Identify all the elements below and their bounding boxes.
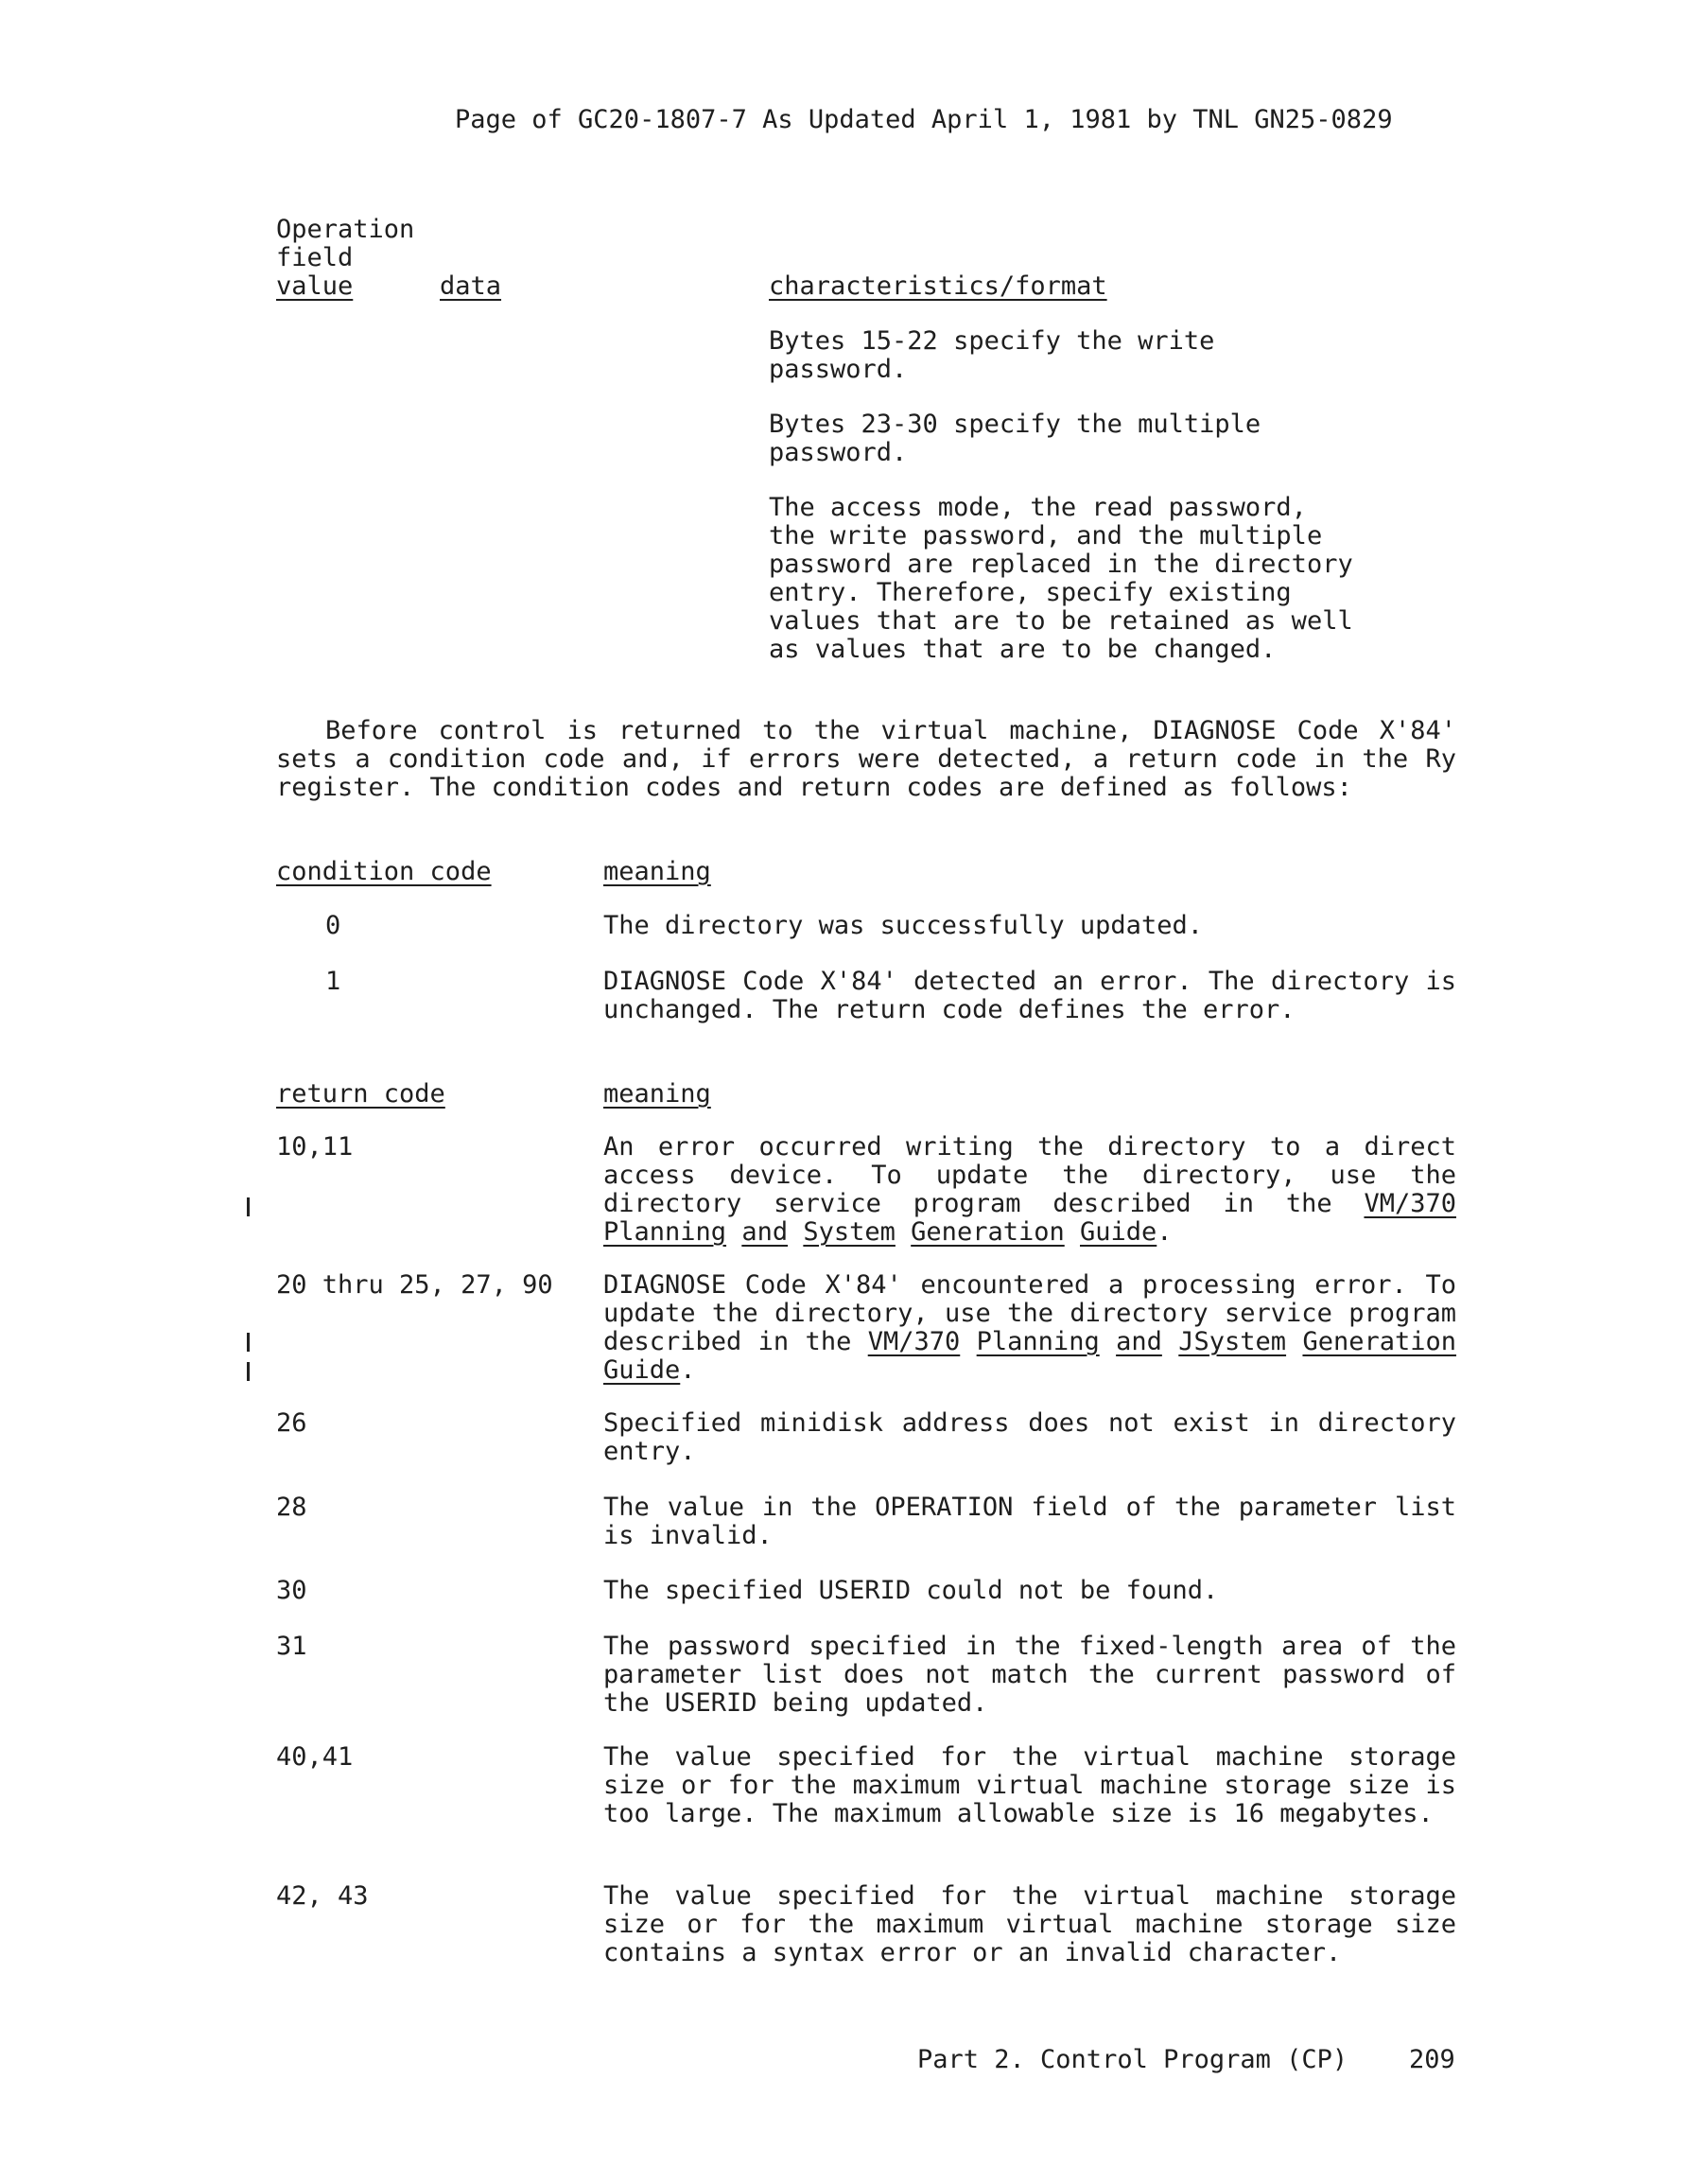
footer-section: Part 2. Control Program (CP) — [917, 2045, 1348, 2074]
return-code-value: 31 — [276, 1632, 307, 1661]
return-code-value: 20 thru 25, 27, 90 — [276, 1270, 553, 1300]
revision-bar — [247, 1333, 250, 1352]
operation-heading-line1: Operation — [276, 215, 415, 244]
return-code-heading: return code — [276, 1079, 445, 1109]
condition-intro-paragraph: Before control is returned to the virtual machine, DIAGNOSE Code X'84' sets a condition code and, if errors were detected, a return code in the Ry register. The condition codes and return codes are defined as follows: — [276, 716, 1456, 802]
reference-title-word: Guide — [1080, 1217, 1157, 1247]
return-code-meaning: The value specified for the virtual machine storage size or for the maximum virtual machine storage size contains a syntax error or an invalid character. — [603, 1881, 1456, 1967]
return-code-value: 26 — [276, 1408, 307, 1438]
reference-title-word: Generation — [911, 1217, 1065, 1247]
page-number: 209 — [1409, 2045, 1455, 2074]
reference-end: . — [1157, 1217, 1173, 1247]
value-column-heading: value — [276, 271, 354, 301]
return-code-meaning — [603, 1133, 1456, 1247]
condition-meaning-heading: meaning — [603, 857, 711, 886]
page-header: Page of GC20-1807-7 As Updated April 1, 1981 by TNL GN25-0829 — [455, 105, 1393, 134]
write-password-paragraph: Bytes 15-22 specify the write password. — [769, 326, 1215, 384]
reference-title-word: Planning — [976, 1327, 1100, 1356]
reference-title-word: Guide — [603, 1355, 681, 1385]
reference-title-word: Planning — [603, 1217, 727, 1247]
reference-title-word: and — [741, 1217, 789, 1247]
characteristics-column-heading: characteristics/format — [769, 271, 1107, 301]
reference-end: . — [680, 1355, 696, 1385]
return-meaning-text: An error occurred writing the directory to a direct access device. To update the directory, use the directory service program described in the — [603, 1132, 1456, 1218]
return-code-value: 30 — [276, 1576, 307, 1605]
revision-bar — [247, 1362, 250, 1381]
reference-title-word: and — [1116, 1327, 1162, 1356]
return-code-meaning: The specified USERID could not be found. — [603, 1576, 1219, 1605]
reference-title-word: Generation — [1302, 1327, 1457, 1356]
return-meaning-text: DIAGNOSE Code X'84' encountered a processing error. To update the directory, use the directory service program described in the — [603, 1270, 1456, 1356]
return-code-meaning: The value specified for the virtual machine storage size or for the maximum virtual machine storage size is too large. The maximum allowable size is 16 megabytes. — [603, 1742, 1456, 1828]
return-code-meaning: The value in the OPERATION field of the parameter list is invalid. — [603, 1493, 1456, 1550]
condition-code-value: 1 — [325, 967, 341, 996]
return-code-meaning: Specified minidisk address does not exist in directory entry. — [603, 1408, 1456, 1466]
return-code-value: 10,11 — [276, 1132, 354, 1162]
reference-book: VM/370 — [1364, 1189, 1456, 1218]
return-code-value: 28 — [276, 1493, 307, 1522]
condition-meaning: DIAGNOSE Code X'84' detected an error. The directory is unchanged. The return code defines the error. — [603, 967, 1456, 1024]
return-code-value: 42, 43 — [276, 1881, 369, 1911]
condition-meaning: The directory was successfully updated. — [603, 911, 1203, 940]
revision-bar — [247, 1197, 250, 1216]
return-code-meaning: The password specified in the fixed-length area of the parameter list does not match the current password of the USERID being updated. — [603, 1632, 1456, 1718]
return-meaning-heading: meaning — [603, 1079, 711, 1109]
reference-book: VM/370 — [867, 1327, 961, 1356]
access-mode-paragraph: The access mode, the read password, the write password, and the multiple password are replaced in the directory entry. Therefore, specify existing values that are to be retained as well as values that are to be changed. — [769, 493, 1353, 664]
return-code-value: 40,41 — [276, 1742, 354, 1772]
condition-code-value: 0 — [325, 911, 341, 940]
reference-title-word: JSystem — [1178, 1327, 1287, 1356]
condition-code-heading: condition code — [276, 857, 492, 886]
multiple-password-paragraph: Bytes 23-30 specify the multiple password. — [769, 410, 1261, 467]
return-code-meaning — [603, 1271, 1456, 1385]
reference-title-word: System — [803, 1217, 896, 1247]
operation-heading-line2: field — [276, 243, 354, 272]
data-column-heading: data — [440, 271, 502, 301]
